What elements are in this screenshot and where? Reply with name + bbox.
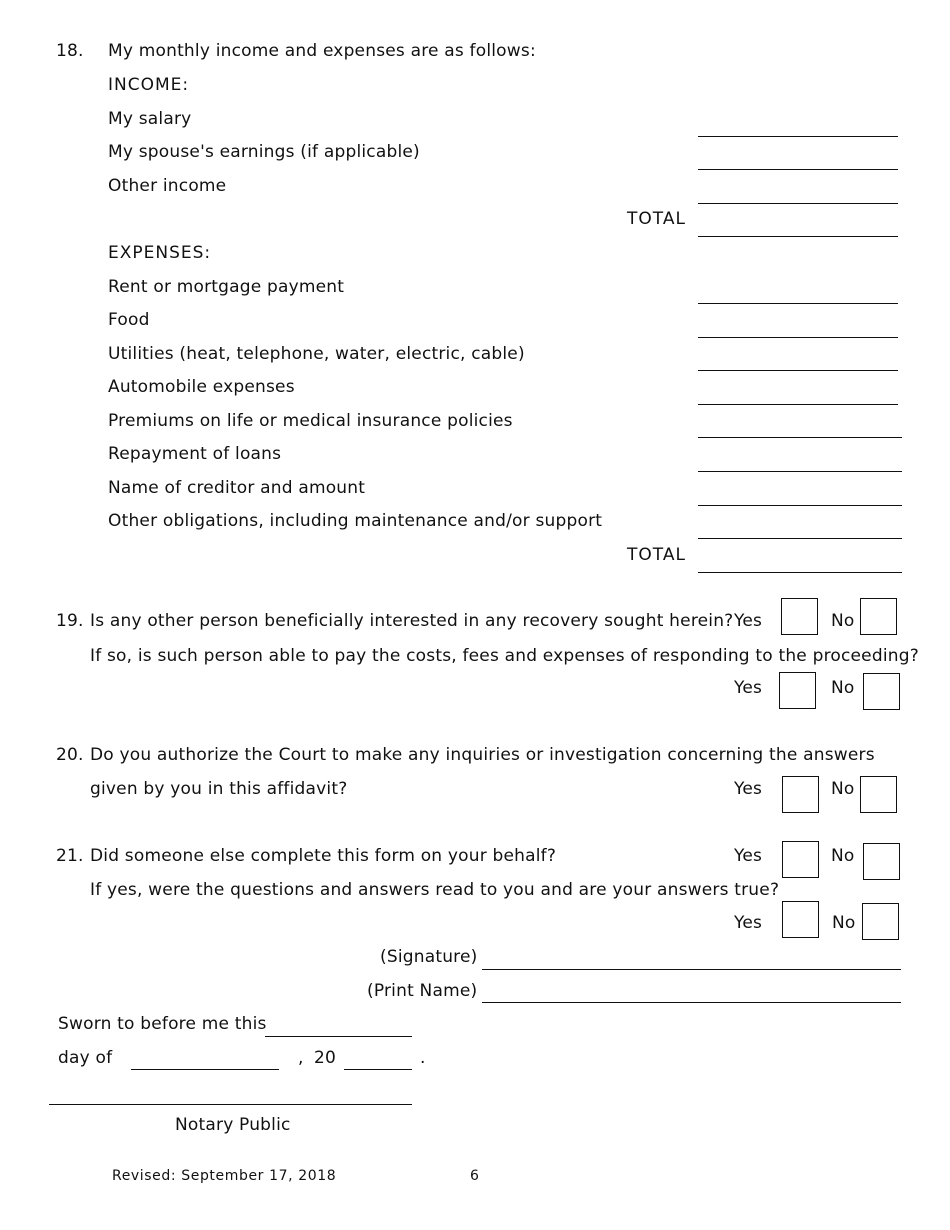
print-name-label: (Print Name)	[367, 981, 478, 1001]
income-salary-field[interactable]	[698, 136, 898, 137]
income-spouse-field[interactable]	[698, 169, 898, 170]
q21-yes-checkbox[interactable]	[782, 841, 819, 878]
q19-no-checkbox[interactable]	[860, 598, 897, 635]
q19-yes-checkbox[interactable]	[781, 598, 818, 635]
q20-yes-label: Yes	[734, 779, 763, 799]
expense-utilities-label: Utilities (heat, telephone, water, electric, cable)	[108, 344, 525, 364]
q20-no-label: No	[831, 779, 855, 799]
month-field[interactable]	[131, 1069, 279, 1070]
expense-auto-label: Automobile expenses	[108, 377, 295, 397]
year-field[interactable]	[344, 1069, 412, 1070]
expense-total-label: TOTAL	[627, 545, 686, 565]
expense-other-label: Other obligations, including maintenance and/or support	[108, 511, 603, 531]
q21-no-label: No	[831, 846, 855, 866]
expense-loans-field[interactable]	[698, 471, 902, 472]
q19b-no-label: No	[831, 678, 855, 698]
sworn-day-field[interactable]	[265, 1036, 412, 1037]
sworn-label: Sworn to before me this	[58, 1014, 267, 1034]
income-total-field[interactable]	[698, 236, 898, 237]
expense-food-label: Food	[108, 310, 150, 330]
revised-date: Revised: September 17, 2018	[112, 1168, 337, 1184]
q21b-no-checkbox[interactable]	[862, 903, 899, 940]
expense-rent-label: Rent or mortgage payment	[108, 277, 345, 297]
q19-question: Is any other person beneficially interested in any recovery sought herein?	[90, 611, 734, 631]
expense-rent-field[interactable]	[698, 303, 898, 304]
expenses-label: EXPENSES:	[108, 243, 212, 263]
q19-no-label: No	[831, 611, 855, 631]
q21b-yes-checkbox[interactable]	[782, 901, 819, 938]
q19b-no-checkbox[interactable]	[863, 673, 900, 710]
expense-other-field[interactable]	[698, 538, 902, 539]
page-number: 6	[470, 1168, 480, 1184]
q19-followup: If so, is such person able to pay the costs, fees and expenses of responding to the proceeding?	[90, 646, 919, 666]
q21-yes-label: Yes	[734, 846, 763, 866]
expense-insurance-field[interactable]	[698, 437, 902, 438]
signature-field[interactable]	[482, 969, 901, 970]
q19b-yes-checkbox[interactable]	[779, 672, 816, 709]
q20-no-checkbox[interactable]	[860, 776, 897, 813]
expense-insurance-label: Premiums on life or medical insurance policies	[108, 411, 513, 431]
q18-heading: My monthly income and expenses are as follows:	[108, 41, 536, 61]
signature-label: (Signature)	[380, 947, 478, 967]
expense-utilities-field[interactable]	[698, 370, 898, 371]
expense-loans-label: Repayment of loans	[108, 444, 282, 464]
q19-yes-label: Yes	[734, 611, 763, 631]
q20-number: 20.	[56, 745, 84, 765]
expense-creditor-field[interactable]	[698, 505, 902, 506]
q19-number: 19.	[56, 611, 84, 631]
day-of-label: day of	[58, 1048, 113, 1068]
notary-signature-field[interactable]	[49, 1104, 412, 1105]
q20-question-line1: Do you authorize the Court to make any inquiries or investigation concerning the answers	[90, 745, 875, 765]
q21b-no-label: No	[832, 913, 856, 933]
income-salary-label: My salary	[108, 109, 192, 129]
income-other-field[interactable]	[698, 203, 898, 204]
expense-auto-field[interactable]	[698, 404, 898, 405]
notary-public-label: Notary Public	[175, 1115, 291, 1135]
q20-yes-checkbox[interactable]	[782, 776, 819, 813]
print-name-field[interactable]	[482, 1002, 901, 1003]
date-period: .	[420, 1048, 426, 1068]
q21-followup: If yes, were the questions and answers read to you and are your answers true?	[90, 880, 780, 900]
expense-food-field[interactable]	[698, 337, 898, 338]
q20-question-line2: given by you in this affidavit?	[90, 779, 348, 799]
q21-no-checkbox[interactable]	[863, 843, 900, 880]
q21-question: Did someone else complete this form on your behalf?	[90, 846, 557, 866]
year-prefix: 20	[314, 1048, 337, 1068]
income-total-label: TOTAL	[627, 209, 686, 229]
income-spouse-label: My spouse's earnings (if applicable)	[108, 142, 420, 162]
q18-number: 18.	[56, 41, 84, 61]
expense-total-field[interactable]	[698, 572, 902, 573]
income-other-label: Other income	[108, 176, 227, 196]
date-comma: ,	[298, 1048, 304, 1068]
expense-creditor-label: Name of creditor and amount	[108, 478, 366, 498]
q19b-yes-label: Yes	[734, 678, 763, 698]
income-label: INCOME:	[108, 75, 190, 95]
q21b-yes-label: Yes	[734, 913, 763, 933]
q21-number: 21.	[56, 846, 84, 866]
